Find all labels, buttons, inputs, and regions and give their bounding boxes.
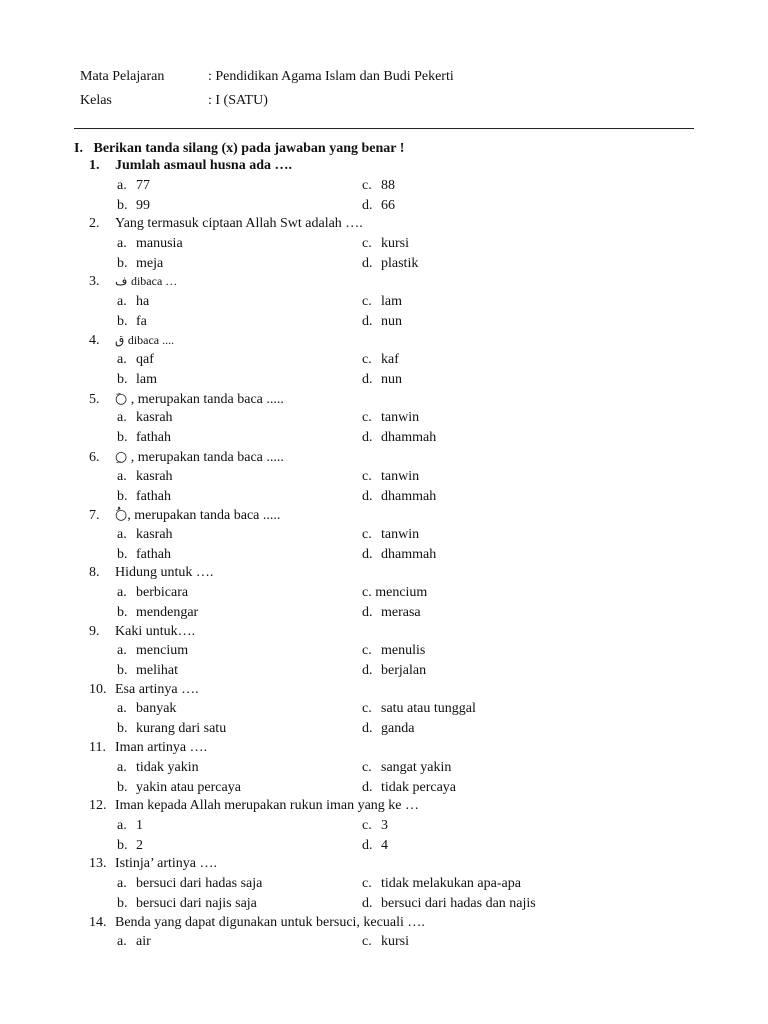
- option-text: qaf: [136, 352, 154, 368]
- option-2-c[interactable]: [362, 236, 409, 252]
- question-text: Hidung untuk ….: [115, 565, 214, 581]
- option-letter: c.: [362, 526, 372, 542]
- option-6-d[interactable]: [362, 489, 436, 505]
- option-10-a[interactable]: [117, 701, 176, 717]
- option-4-c[interactable]: [362, 352, 399, 368]
- option-9-d[interactable]: [362, 663, 426, 679]
- option-letter: d.: [362, 488, 373, 504]
- option-letter: d.: [362, 197, 373, 213]
- option-5-d[interactable]: [362, 430, 436, 446]
- option-letter: a.: [117, 235, 127, 251]
- option-letter: b.: [117, 372, 128, 388]
- option-letter: b.: [117, 604, 128, 620]
- option-14-a[interactable]: [117, 934, 151, 950]
- question-text: Yang termasuk ciptaan Allah Swt adalah ….: [115, 216, 363, 232]
- question-number: 12.: [89, 798, 107, 814]
- question-4: [89, 333, 174, 349]
- option-8-c[interactable]: [362, 585, 427, 601]
- option-letter: b.: [117, 197, 128, 213]
- option-text: dhammah: [381, 546, 437, 562]
- option-text: fa: [136, 313, 147, 329]
- question-text: ○ُ, merupakan tanda baca .....: [115, 508, 281, 524]
- option-letter: c.: [362, 934, 372, 950]
- option-letter: b.: [117, 255, 128, 271]
- option-letter: d.: [362, 372, 373, 388]
- option-letter: a.: [117, 410, 127, 426]
- option-1-d[interactable]: [362, 198, 395, 214]
- option-letter: a.: [117, 759, 127, 775]
- section-number: I.: [74, 141, 83, 156]
- option-8-b[interactable]: [117, 605, 198, 621]
- option-text: 4: [381, 837, 388, 853]
- option-letter: d.: [362, 546, 373, 562]
- option-letter: a.: [117, 875, 127, 891]
- question-text: Iman kepada Allah merupakan rukun iman yang ke …: [115, 798, 420, 814]
- option-text: menulis: [381, 643, 426, 659]
- option-letter: c.: [362, 410, 372, 426]
- question-number: 5.: [89, 391, 100, 407]
- section-instruction: Berikan tanda silang (x) pada jawaban yang benar !: [93, 141, 405, 156]
- question-13: [89, 856, 217, 872]
- question-text: ○ِ , merupakan tanda baca .....: [115, 450, 284, 465]
- option-text: nun: [381, 313, 402, 329]
- option-letter: c.: [362, 235, 372, 251]
- option-letter: a.: [117, 293, 127, 309]
- question-number: 8.: [89, 565, 100, 581]
- option-2-a[interactable]: [117, 236, 183, 252]
- option-text: kasrah: [136, 410, 173, 426]
- option-text: berbicara: [136, 584, 189, 600]
- question-number: 1.: [89, 158, 100, 173]
- question-number: 6.: [89, 450, 100, 465]
- option-letter: b.: [117, 546, 128, 562]
- option-13-a[interactable]: [117, 876, 262, 892]
- option-7-a[interactable]: [117, 527, 173, 543]
- option-text: mendengar: [136, 604, 199, 620]
- option-text: tidak percaya: [381, 779, 457, 795]
- option-text: 3: [381, 817, 388, 833]
- option-text: banyak: [136, 701, 177, 717]
- option-9-a[interactable]: [117, 643, 188, 659]
- option-letter: b.: [117, 663, 128, 679]
- question-text: ○َ , merupakan tanda baca .....: [115, 391, 284, 407]
- question-text: dibaca …: [130, 274, 178, 289]
- option-8-a[interactable]: [117, 585, 188, 601]
- option-letter: c.: [362, 817, 372, 833]
- option-9-c[interactable]: [362, 643, 425, 659]
- option-text: dhammah: [381, 430, 437, 446]
- option-letter: d.: [362, 779, 373, 795]
- question-2: [89, 216, 363, 232]
- question-number: 13.: [89, 856, 107, 872]
- question-text: Esa artinya ….: [115, 681, 199, 697]
- option-letter: a.: [117, 817, 127, 833]
- option-text: fathah: [136, 488, 171, 504]
- question-1: [89, 158, 292, 174]
- question-5: [89, 391, 284, 408]
- option-letter: c.: [362, 293, 372, 309]
- question-number: 11.: [89, 740, 106, 755]
- option-text: sangat yakin: [381, 759, 452, 775]
- option-letter: b.: [117, 779, 128, 795]
- option-text: tanwin: [381, 468, 420, 484]
- option-letter: d.: [362, 895, 373, 911]
- option-4-a[interactable]: [117, 352, 154, 368]
- option-text: ha: [136, 293, 150, 309]
- subject-label: Mata Pelajaran: [80, 69, 165, 84]
- option-6-b[interactable]: [117, 489, 171, 505]
- option-text: tanwin: [381, 410, 420, 426]
- option-3-d[interactable]: [362, 314, 402, 330]
- option-letter: c.: [362, 701, 372, 717]
- question-number: 10.: [89, 681, 107, 697]
- option-text: fathah: [136, 546, 171, 562]
- option-11-b[interactable]: [117, 780, 241, 796]
- option-letter: c.: [362, 352, 372, 368]
- option-text: bersuci dari hadas dan najis: [381, 895, 536, 911]
- option-letter: b.: [117, 837, 128, 853]
- option-text: kaf: [381, 352, 399, 368]
- question-number: 4.: [89, 332, 100, 348]
- option-14-c[interactable]: [362, 934, 409, 950]
- option-letter: d.: [362, 837, 373, 853]
- option-text: lam: [381, 293, 402, 309]
- option-letter: c.: [362, 643, 372, 659]
- option-letter: a.: [117, 526, 127, 542]
- option-text: c. mencium: [362, 584, 428, 600]
- question-14: [89, 915, 425, 931]
- option-text: bersuci dari najis saja: [136, 895, 257, 911]
- question-8: [89, 565, 213, 581]
- option-letter: d.: [362, 663, 373, 679]
- option-letter: b.: [117, 721, 128, 737]
- option-letter: c.: [362, 875, 372, 891]
- option-7-c[interactable]: [362, 527, 419, 543]
- option-1-b[interactable]: [117, 198, 150, 214]
- question-7: [89, 507, 280, 524]
- option-letter: a.: [117, 177, 127, 193]
- question-number: 9.: [89, 623, 100, 639]
- option-1-c[interactable]: [362, 178, 395, 194]
- option-text: 77: [136, 177, 150, 193]
- option-text: plastik: [381, 255, 419, 271]
- question-10: [89, 682, 199, 698]
- question-number: 7.: [89, 508, 100, 524]
- class-value: : I (SATU): [208, 93, 268, 108]
- option-text: kasrah: [136, 468, 173, 484]
- option-letter: a.: [117, 934, 127, 950]
- option-text: fathah: [136, 430, 171, 446]
- option-6-a[interactable]: [117, 469, 173, 485]
- option-text: berjalan: [381, 663, 427, 679]
- option-7-d[interactable]: [362, 547, 436, 563]
- option-letter: d.: [362, 313, 373, 329]
- subject-value: : Pendidikan Agama Islam dan Budi Pekerti: [208, 69, 454, 84]
- option-letter: c.: [362, 468, 372, 484]
- question-number: 14.: [89, 914, 107, 930]
- option-text: manusia: [136, 235, 183, 251]
- question-text: Kaki untuk….: [115, 623, 196, 639]
- arabic-letter: ق: [115, 332, 125, 347]
- option-4-d[interactable]: [362, 372, 402, 388]
- option-text: 88: [381, 177, 395, 193]
- option-text: lam: [136, 372, 157, 388]
- option-5-b[interactable]: [117, 430, 171, 446]
- option-text: 1: [136, 817, 143, 833]
- question-text: Iman artinya ….: [115, 740, 208, 755]
- option-letter: a.: [117, 584, 127, 600]
- option-text: 66: [381, 197, 395, 213]
- option-3-a[interactable]: [117, 294, 149, 310]
- option-letter: c.: [362, 759, 372, 775]
- option-4-b[interactable]: [117, 372, 157, 388]
- option-text: tanwin: [381, 526, 420, 542]
- option-text: bersuci dari hadas saja: [136, 875, 263, 891]
- option-5-a[interactable]: [117, 410, 173, 426]
- option-text: 99: [136, 197, 150, 213]
- option-6-c[interactable]: [362, 469, 419, 485]
- option-7-b[interactable]: [117, 547, 171, 563]
- option-letter: d.: [362, 721, 373, 737]
- option-text: merasa: [381, 604, 421, 620]
- option-5-c[interactable]: [362, 410, 419, 426]
- option-10-d[interactable]: [362, 721, 414, 737]
- option-11-d[interactable]: [362, 780, 456, 796]
- option-text: kursi: [381, 934, 409, 950]
- option-text: 2: [136, 837, 143, 853]
- option-13-c[interactable]: [362, 876, 521, 892]
- option-letter: d.: [362, 604, 373, 620]
- option-13-d[interactable]: [362, 896, 536, 912]
- option-text: meja: [136, 255, 164, 271]
- option-1-a[interactable]: [117, 178, 150, 194]
- option-2-d[interactable]: [362, 256, 418, 272]
- option-letter: b.: [117, 313, 128, 329]
- question-number: 2.: [89, 216, 100, 232]
- option-text: kasrah: [136, 526, 173, 542]
- option-letter: a.: [117, 352, 127, 368]
- option-letter: b.: [117, 430, 128, 446]
- option-12-c[interactable]: [362, 818, 388, 834]
- option-12-b[interactable]: [117, 838, 143, 854]
- option-letter: b.: [117, 488, 128, 504]
- option-3-c[interactable]: [362, 294, 402, 310]
- question-text: Istinja’ artinya ….: [115, 856, 217, 872]
- option-text: dhammah: [381, 488, 437, 504]
- question-11: [89, 740, 207, 756]
- option-2-b[interactable]: [117, 256, 163, 272]
- option-3-b[interactable]: [117, 314, 147, 330]
- option-letter: d.: [362, 430, 373, 446]
- class-label: Kelas: [80, 93, 112, 108]
- option-letter: c.: [362, 177, 372, 193]
- option-text: kursi: [381, 235, 409, 251]
- option-13-b[interactable]: [117, 896, 257, 912]
- question-number: 3.: [89, 274, 100, 290]
- option-text: nun: [381, 372, 402, 388]
- question-9: [89, 624, 195, 640]
- option-letter: a.: [117, 701, 127, 717]
- option-12-d[interactable]: [362, 838, 388, 854]
- option-9-b[interactable]: [117, 663, 178, 679]
- question-text: Benda yang dapat digunakan untuk bersuci, kecuali ….: [115, 914, 425, 930]
- option-text: mencium: [136, 643, 189, 659]
- option-letter: d.: [362, 255, 373, 271]
- option-12-a[interactable]: [117, 818, 143, 834]
- option-letter: a.: [117, 643, 127, 659]
- question-6: [89, 449, 284, 466]
- arabic-letter: ف: [115, 274, 128, 289]
- option-10-b[interactable]: [117, 721, 226, 737]
- question-3: [89, 274, 177, 290]
- option-11-c[interactable]: [362, 760, 451, 776]
- question-12: [89, 798, 419, 814]
- option-8-d[interactable]: [362, 605, 421, 621]
- option-10-c[interactable]: [362, 701, 476, 717]
- option-text: kurang dari satu: [136, 721, 227, 737]
- question-text: Jumlah asmaul husna ada ….: [115, 158, 293, 173]
- option-letter: b.: [117, 895, 128, 911]
- question-text: dibaca ....: [127, 332, 175, 347]
- option-text: satu atau tunggal: [381, 701, 476, 717]
- option-text: yakin atau percaya: [136, 779, 241, 795]
- option-text: ganda: [381, 721, 415, 737]
- option-text: tidak yakin: [136, 759, 199, 775]
- option-text: air: [136, 934, 151, 950]
- option-11-a[interactable]: [117, 760, 199, 776]
- option-letter: a.: [117, 468, 127, 484]
- option-text: melihat: [136, 663, 178, 679]
- option-text: tidak melakukan apa-apa: [381, 875, 521, 891]
